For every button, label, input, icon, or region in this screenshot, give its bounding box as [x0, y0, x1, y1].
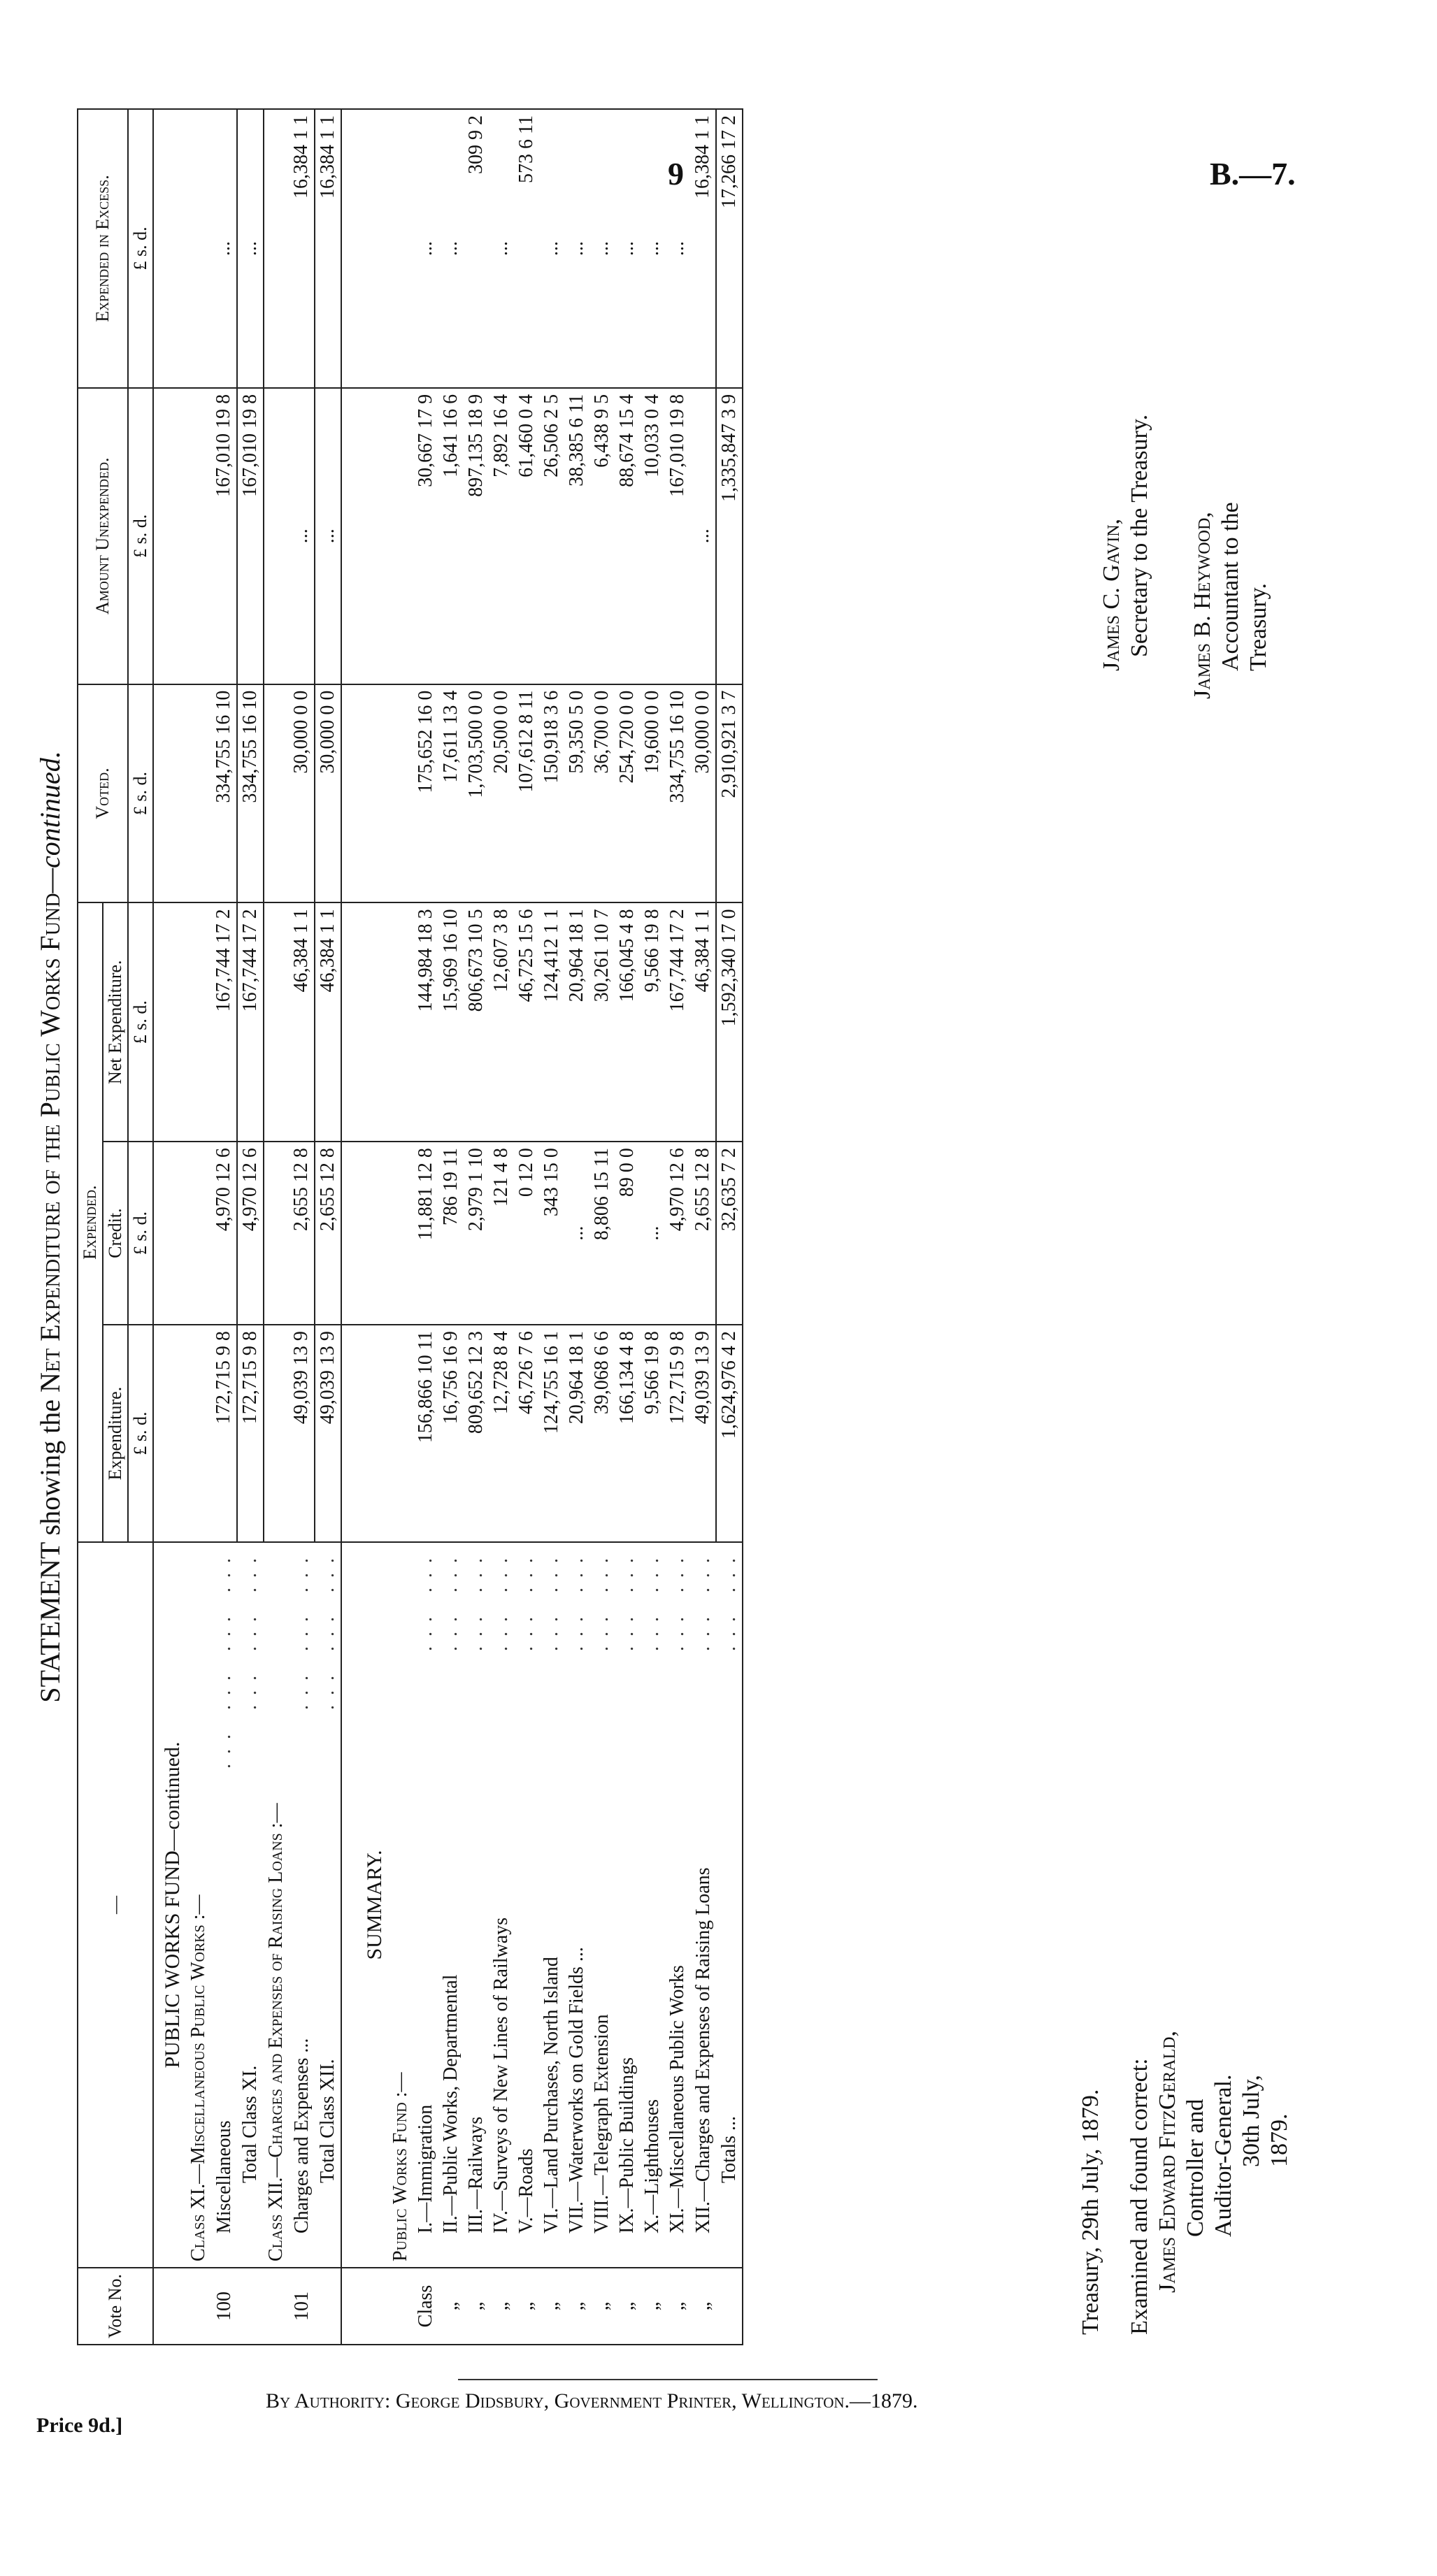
cell-voted: 254,720 0 0	[615, 684, 640, 903]
cell-exp: 16,756 16 9	[438, 1325, 464, 1542]
summary-row	[514, 109, 539, 2345]
cell-unexp: 30,667 17 9	[413, 388, 438, 684]
cell-net: 46,725 15 6	[514, 902, 539, 1142]
summary-row	[438, 109, 464, 2345]
rotated-statement	[34, 108, 1238, 2345]
cell-unexp: 6,438 9 5	[589, 388, 615, 684]
cell-net: 144,984 18 3	[413, 902, 438, 1142]
lsd-unexp: £ s. d.	[128, 388, 153, 684]
cell-exp: 809,652 12 3	[464, 1325, 489, 1542]
detail-body	[153, 109, 341, 2345]
price: Price 9d.]	[36, 2414, 123, 2437]
cell-excess: ...	[413, 109, 438, 388]
lsd-excess: £ s. d.	[128, 109, 153, 388]
cell-excess: ...	[665, 109, 690, 388]
cell-voted: 30,000 0 0	[690, 684, 716, 903]
summary-row	[564, 109, 589, 2345]
total-row: Total Class XII. ... ... ... 49,039 13 9 2,655 12 8 46,384 1 1 30,000 0 0 ... 16,384 1 1	[315, 109, 341, 2345]
row-description: VII.—Waterworks on Gold Fields ... ... ...	[564, 1542, 589, 2268]
summary-row	[640, 109, 665, 2345]
summary-row	[665, 109, 690, 2345]
row-prefix: „	[489, 2268, 514, 2345]
cell-cr: 8,806 15 11	[589, 1142, 615, 1325]
cell-excess: ...	[539, 109, 564, 388]
cell-exp: 156,866 10 11	[413, 1325, 438, 1542]
total-voted: 2,910,921 3 7	[716, 684, 743, 903]
cell-cr: 2,655 12 8	[690, 1142, 716, 1325]
cell-exp: 49,039 13 9	[690, 1325, 716, 1542]
cell-net: 124,412 1 1	[539, 902, 564, 1142]
cell-unexp: 7,892 16 4	[489, 388, 514, 684]
total-cr: 32,635 7 2	[716, 1142, 743, 1325]
cell-unexp: 26,506 2 5	[539, 388, 564, 684]
cell-voted: 175,652 16 0	[413, 684, 438, 903]
header-expenditure: Expenditure.	[103, 1325, 128, 1542]
summary-fund-heading: Public Works Fund :—	[388, 1542, 413, 2268]
total-row: Total Class XI. ... ... ... 172,715 9 8 4,970 12 6 167,744 17 2 334,755 16 10 167,010 19 8 ...	[237, 109, 264, 2345]
header-voted: Voted.	[78, 684, 128, 903]
cell-net: 15,969 16 10	[438, 902, 464, 1142]
header-expended: Expended.	[78, 902, 103, 1542]
cell-net: 46,384 1 1	[690, 902, 716, 1142]
cell-excess: ...	[489, 109, 514, 388]
summary-row	[615, 109, 640, 2345]
cell-unexp: 38,385 6 11	[564, 388, 589, 684]
expenditure-table	[77, 108, 743, 2345]
row-description: I.—Immigration ... ...	[413, 1542, 438, 2268]
row-description: II.—Public Works, Departmental ... ...	[438, 1542, 464, 2268]
cell-excess: 573 6 11	[514, 109, 539, 388]
row-description: VI.—Land Purchases, North Island ... ...	[539, 1542, 564, 2268]
class12-heading: Class XII.—Charges and Expenses of Raising Loans :—	[264, 1542, 289, 2268]
cell-cr: 89 0 0	[615, 1142, 640, 1325]
row-description: VIII.—Telegraph Extension ... ...	[589, 1542, 615, 2268]
row-prefix: „	[640, 2268, 665, 2345]
cell-cr: ...	[564, 1142, 589, 1325]
cell-exp: 9,566 19 8	[640, 1325, 665, 1542]
cell-cr: 0 12 0	[514, 1142, 539, 1325]
lsd-cr: £ s. d.	[128, 1142, 153, 1325]
cell-unexp: ...	[690, 388, 716, 684]
cell-cr: 121 4 8	[489, 1142, 514, 1325]
cell-voted: 19,600 0 0	[640, 684, 665, 903]
cell-cr: 2,979 1 10	[464, 1142, 489, 1325]
row-description: XI.—Miscellaneous Public Works ... ...	[665, 1542, 690, 2268]
cell-voted: 150,918 3 6	[539, 684, 564, 903]
page-number: 9	[668, 156, 684, 192]
row-prefix: „	[665, 2268, 690, 2345]
total-excess: 17,266 17 2	[716, 109, 743, 388]
row-prefix: „	[438, 2268, 464, 2345]
summary-row	[464, 109, 489, 2345]
table-row: 100 Miscellaneous ... ... ... ... 172,715 9 8 4,970 12 6 167,744 17 2 334,755 16 10 167,010 19 8 ...	[211, 109, 237, 2345]
header-net: Net Expenditure.	[103, 902, 128, 1142]
cell-unexp: 61,460 0 4	[514, 388, 539, 684]
cell-excess: ...	[640, 109, 665, 388]
cell-net: 166,045 4 8	[615, 902, 640, 1142]
cell-net: 12,607 3 8	[489, 902, 514, 1142]
row-prefix: „	[615, 2268, 640, 2345]
summary-title: SUMMARY.	[341, 1542, 388, 2268]
summary-row	[589, 109, 615, 2345]
section-title: PUBLIC WORKS FUND—continued.	[153, 1542, 186, 2268]
cell-excess: ...	[438, 109, 464, 388]
lsd-voted: £ s. d.	[128, 684, 153, 903]
cell-excess: ...	[615, 109, 640, 388]
cell-exp: 166,134 4 8	[615, 1325, 640, 1542]
row-description: XII.—Charges and Expenses of Raising Loans ... ...	[690, 1542, 716, 2268]
row-prefix: „	[514, 2268, 539, 2345]
header-description: —	[78, 1542, 153, 2268]
row-prefix: „	[539, 2268, 564, 2345]
header-vote-no: Vote No.	[78, 2268, 153, 2345]
total-unexp: 1,335,847 3 9	[716, 388, 743, 684]
row-description: X.—Lighthouses ... ...	[640, 1542, 665, 2268]
cell-unexp: 1,641 16 6	[438, 388, 464, 684]
cell-excess: 16,384 1 1	[690, 109, 716, 388]
row-description: V.—Roads ... ...	[514, 1542, 539, 2268]
cell-excess: ...	[564, 109, 589, 388]
statement-title: STATEMENT showing the Net Expenditure of the Public Works Fund—continued.	[34, 751, 66, 1703]
cell-voted: 1,703,500 0 0	[464, 684, 489, 903]
summary-row	[690, 109, 716, 2345]
cell-voted: 59,350 5 0	[564, 684, 589, 903]
header-excess: Expended in Excess.	[78, 109, 128, 388]
cell-cr: 343 15 0	[539, 1142, 564, 1325]
rule-line	[458, 2379, 878, 2380]
cell-exp: 46,726 7 6	[514, 1325, 539, 1542]
header-unexpended: Amount Unexpended.	[78, 388, 128, 684]
cell-unexp: 10,033 0 4	[640, 388, 665, 684]
cell-exp: 39,068 6 6	[589, 1325, 615, 1542]
cell-cr: 4,970 12 6	[665, 1142, 690, 1325]
auditor-block: Examined and found correct: James Edward FitzGerald, Controller and Auditor-General. 30th July, 1879.	[1127, 2031, 1292, 2335]
cell-unexp: 897,135 18 9	[464, 388, 489, 684]
cell-excess: 309 9 2	[464, 109, 489, 388]
cell-unexp: 88,674 15 4	[615, 388, 640, 684]
row-description: III.—Railways ... ...	[464, 1542, 489, 2268]
total-exp: 1,624,976 4 2	[716, 1325, 743, 1542]
total-net: 1,592,340 17 0	[716, 902, 743, 1142]
row-prefix: „	[690, 2268, 716, 2345]
table-row: 101 Charges and Expenses ... ... ... ... 49,039 13 9 2,655 12 8 46,384 1 1 30,000 0 0 ... 16,384 1 1	[289, 109, 315, 2345]
cell-voted: 17,611 13 4	[438, 684, 464, 903]
cell-exp: 172,715 9 8	[665, 1325, 690, 1542]
row-description: IX.—Public Buildings ... ...	[615, 1542, 640, 2268]
row-prefix: „	[589, 2268, 615, 2345]
summary-body	[341, 109, 743, 2345]
cell-net: 167,744 17 2	[665, 902, 690, 1142]
gavin-signature: James C. Gavin, Secretary to the Treasury.	[1099, 414, 1152, 671]
cell-voted: 107,612 8 11	[514, 684, 539, 903]
cell-net: 20,964 18 1	[564, 902, 589, 1142]
header-credit: Credit.	[103, 1142, 128, 1325]
cell-excess: ...	[589, 109, 615, 388]
cell-exp: 124,755 16 1	[539, 1325, 564, 1542]
row-prefix: „	[464, 2268, 489, 2345]
treasury-date: Treasury, 29th July, 1879.	[1078, 2089, 1103, 2335]
summary-row	[413, 109, 438, 2345]
document-reference: B.—7.	[1210, 156, 1296, 192]
cell-net: 9,566 19 8	[640, 902, 665, 1142]
cell-net: 806,673 10 5	[464, 902, 489, 1142]
summary-row	[539, 109, 564, 2345]
cell-voted: 36,700 0 0	[589, 684, 615, 903]
heywood-signature: James B. Heywood, Accountant to the Treasury.	[1189, 502, 1271, 699]
cell-cr: ...	[640, 1142, 665, 1325]
class11-heading: Class XI.—Miscellaneous Public Works :—	[186, 1542, 211, 2268]
cell-voted: 334,755 16 10	[665, 684, 690, 903]
lsd-exp: £ s. d.	[128, 1325, 153, 1542]
row-prefix: „	[564, 2268, 589, 2345]
summary-row	[489, 109, 514, 2345]
row-prefix: Class	[413, 2268, 438, 2345]
cell-exp: 20,964 18 1	[564, 1325, 589, 1542]
cell-cr: 11,881 12 8	[413, 1142, 438, 1325]
totals-row	[716, 109, 743, 2345]
cell-unexp: 167,010 19 8	[665, 388, 690, 684]
cell-exp: 12,728 8 4	[489, 1325, 514, 1542]
authority-line: By Authority: George Didsbury, Government Printer, Wellington.—1879.	[266, 2389, 918, 2412]
row-description: IV.—Surveys of New Lines of Railways ... ...	[489, 1542, 514, 2268]
cell-voted: 20,500 0 0	[489, 684, 514, 903]
lsd-net: £ s. d.	[128, 902, 153, 1142]
cell-cr: 786 19 11	[438, 1142, 464, 1325]
totals-label: Totals ... ... ...	[716, 1542, 743, 2268]
cell-net: 30,261 10 7	[589, 902, 615, 1142]
